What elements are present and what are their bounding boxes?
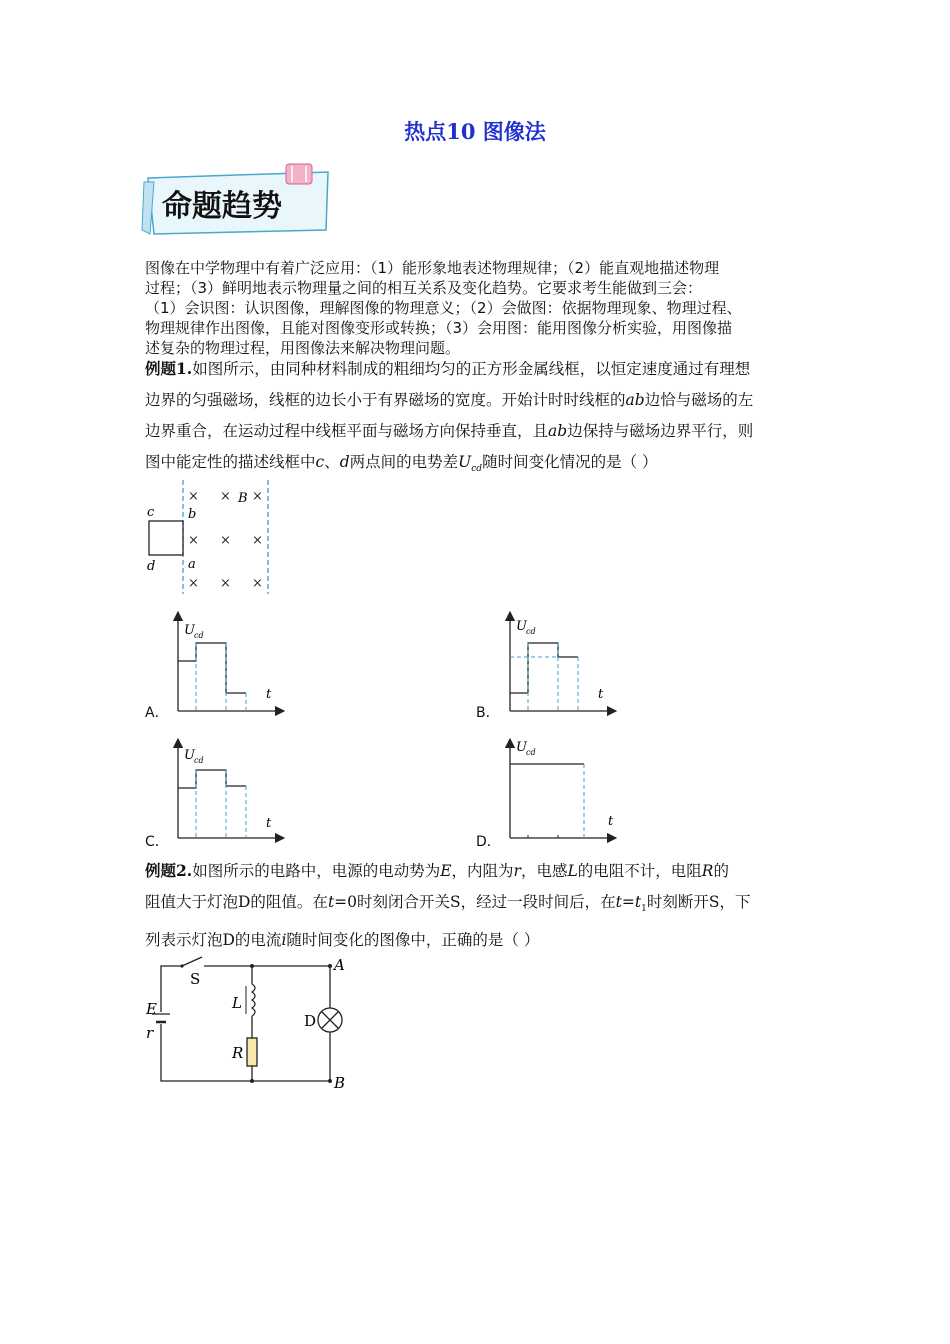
svg-text:b: b <box>188 507 197 522</box>
svg-text:×: × <box>220 576 231 591</box>
question-2: 例题2.如图所示的电路中，电源的电动势为E，内阻为r，电感L的电阻不计，电阻R的 阻值大于灯泡D的阻值。在t=0时刻闭合开关S，经过一段时间后，在$t=t_1$时刻断开S，下 列表示灯泡D的电流i随时间变化的图像中，正确的是（ ） <box>145 861 751 950</box>
svg-text:cd: cd <box>194 756 204 765</box>
svg-text:U: U <box>184 623 195 638</box>
intro-paragraph <box>145 258 810 358</box>
svg-text:t: t <box>598 687 604 702</box>
topic-trend-banner <box>140 160 340 238</box>
option-b-graph[interactable] <box>500 610 620 716</box>
question-label: 例题1. <box>145 359 193 378</box>
clip-icon <box>286 164 312 184</box>
option-a-graph[interactable] <box>168 610 288 716</box>
svg-text:A: A <box>334 956 345 974</box>
question-1: 例题1.如图所示，由同种材料制成的粗细均匀的正方形金属线框，以恒定速度通过有理想 边界的匀强磁场，线框的边长小于有界磁场的宽度。开始计时时线框的ab边恰与磁场的左 边界重合，在运动过程中线框平面与磁场方向保持垂直，且ab边保持与磁场边界平行，则 图中能定性的描述线框中c、d两点间的电势差$U_{cd}$随时间变化情况的是（ ） <box>145 359 754 475</box>
svg-text:×: × <box>220 533 231 548</box>
svg-text:×: × <box>252 533 263 548</box>
svg-text:B: B <box>238 491 248 506</box>
svg-text:L: L <box>232 994 242 1012</box>
option-d-graph[interactable] <box>500 737 620 843</box>
svg-text:t: t <box>266 687 272 702</box>
option-c-label[interactable]: C． <box>145 834 169 850</box>
banner-text: 命题趋势 <box>162 189 282 224</box>
svg-text:c: c <box>147 505 155 520</box>
svg-text:×: × <box>220 489 231 504</box>
svg-text:U: U <box>516 740 527 755</box>
svg-text:E: E <box>146 1000 157 1018</box>
svg-text:r: r <box>146 1024 154 1042</box>
inductor <box>252 984 255 1016</box>
intro-line: 物理规律作出图像，且能对图像变形或转换；（3）会用图：能用图像分析实验，用图像描 <box>145 319 733 337</box>
circuit-figure <box>140 952 360 1092</box>
resistor <box>247 1038 257 1066</box>
svg-text:U: U <box>516 619 527 634</box>
option-b-label[interactable]: B． <box>476 705 500 721</box>
svg-text:×: × <box>252 489 263 504</box>
svg-text:S: S <box>190 970 201 988</box>
svg-text:U: U <box>184 748 195 763</box>
option-d-label[interactable]: D． <box>476 834 501 850</box>
option-c-graph[interactable] <box>168 737 288 843</box>
svg-text:×: × <box>188 533 199 548</box>
switch <box>182 957 202 966</box>
page-title: 热点10 图像法 <box>404 119 546 144</box>
svg-text:R: R <box>232 1044 244 1062</box>
square-frame <box>149 521 183 555</box>
svg-text:D: D <box>304 1012 317 1030</box>
svg-text:B: B <box>334 1074 346 1092</box>
question-label: 例题2. <box>145 861 193 880</box>
svg-text:t: t <box>266 816 272 831</box>
svg-text:cd: cd <box>526 627 536 636</box>
svg-text:t: t <box>608 814 614 829</box>
svg-text:×: × <box>188 489 199 504</box>
svg-text:a: a <box>188 557 196 572</box>
intro-line: （1）会识图：认识图像，理解图像的物理意义；（2）会做图：依据物理现象、物理过程、 <box>145 299 742 317</box>
intro-line: 述复杂的物理过程，用图像法来解决物理问题。 <box>145 339 461 357</box>
svg-text:cd: cd <box>194 631 204 640</box>
svg-text:×: × <box>252 576 263 591</box>
intro-line: 图像在中学物理中有着广泛应用：（1）能形象地表述物理规律；（2）能直观地描述物理 <box>145 259 720 277</box>
svg-text:d: d <box>147 559 156 574</box>
svg-text:cd: cd <box>526 748 536 757</box>
magnetic-field-figure <box>140 478 290 596</box>
svg-text:×: × <box>188 576 199 591</box>
intro-line: 过程；（3）鲜明地表示物理量之间的相互关系及变化趋势。它要求考生能做到三会： <box>145 279 703 297</box>
option-a-label[interactable]: A． <box>145 705 169 721</box>
